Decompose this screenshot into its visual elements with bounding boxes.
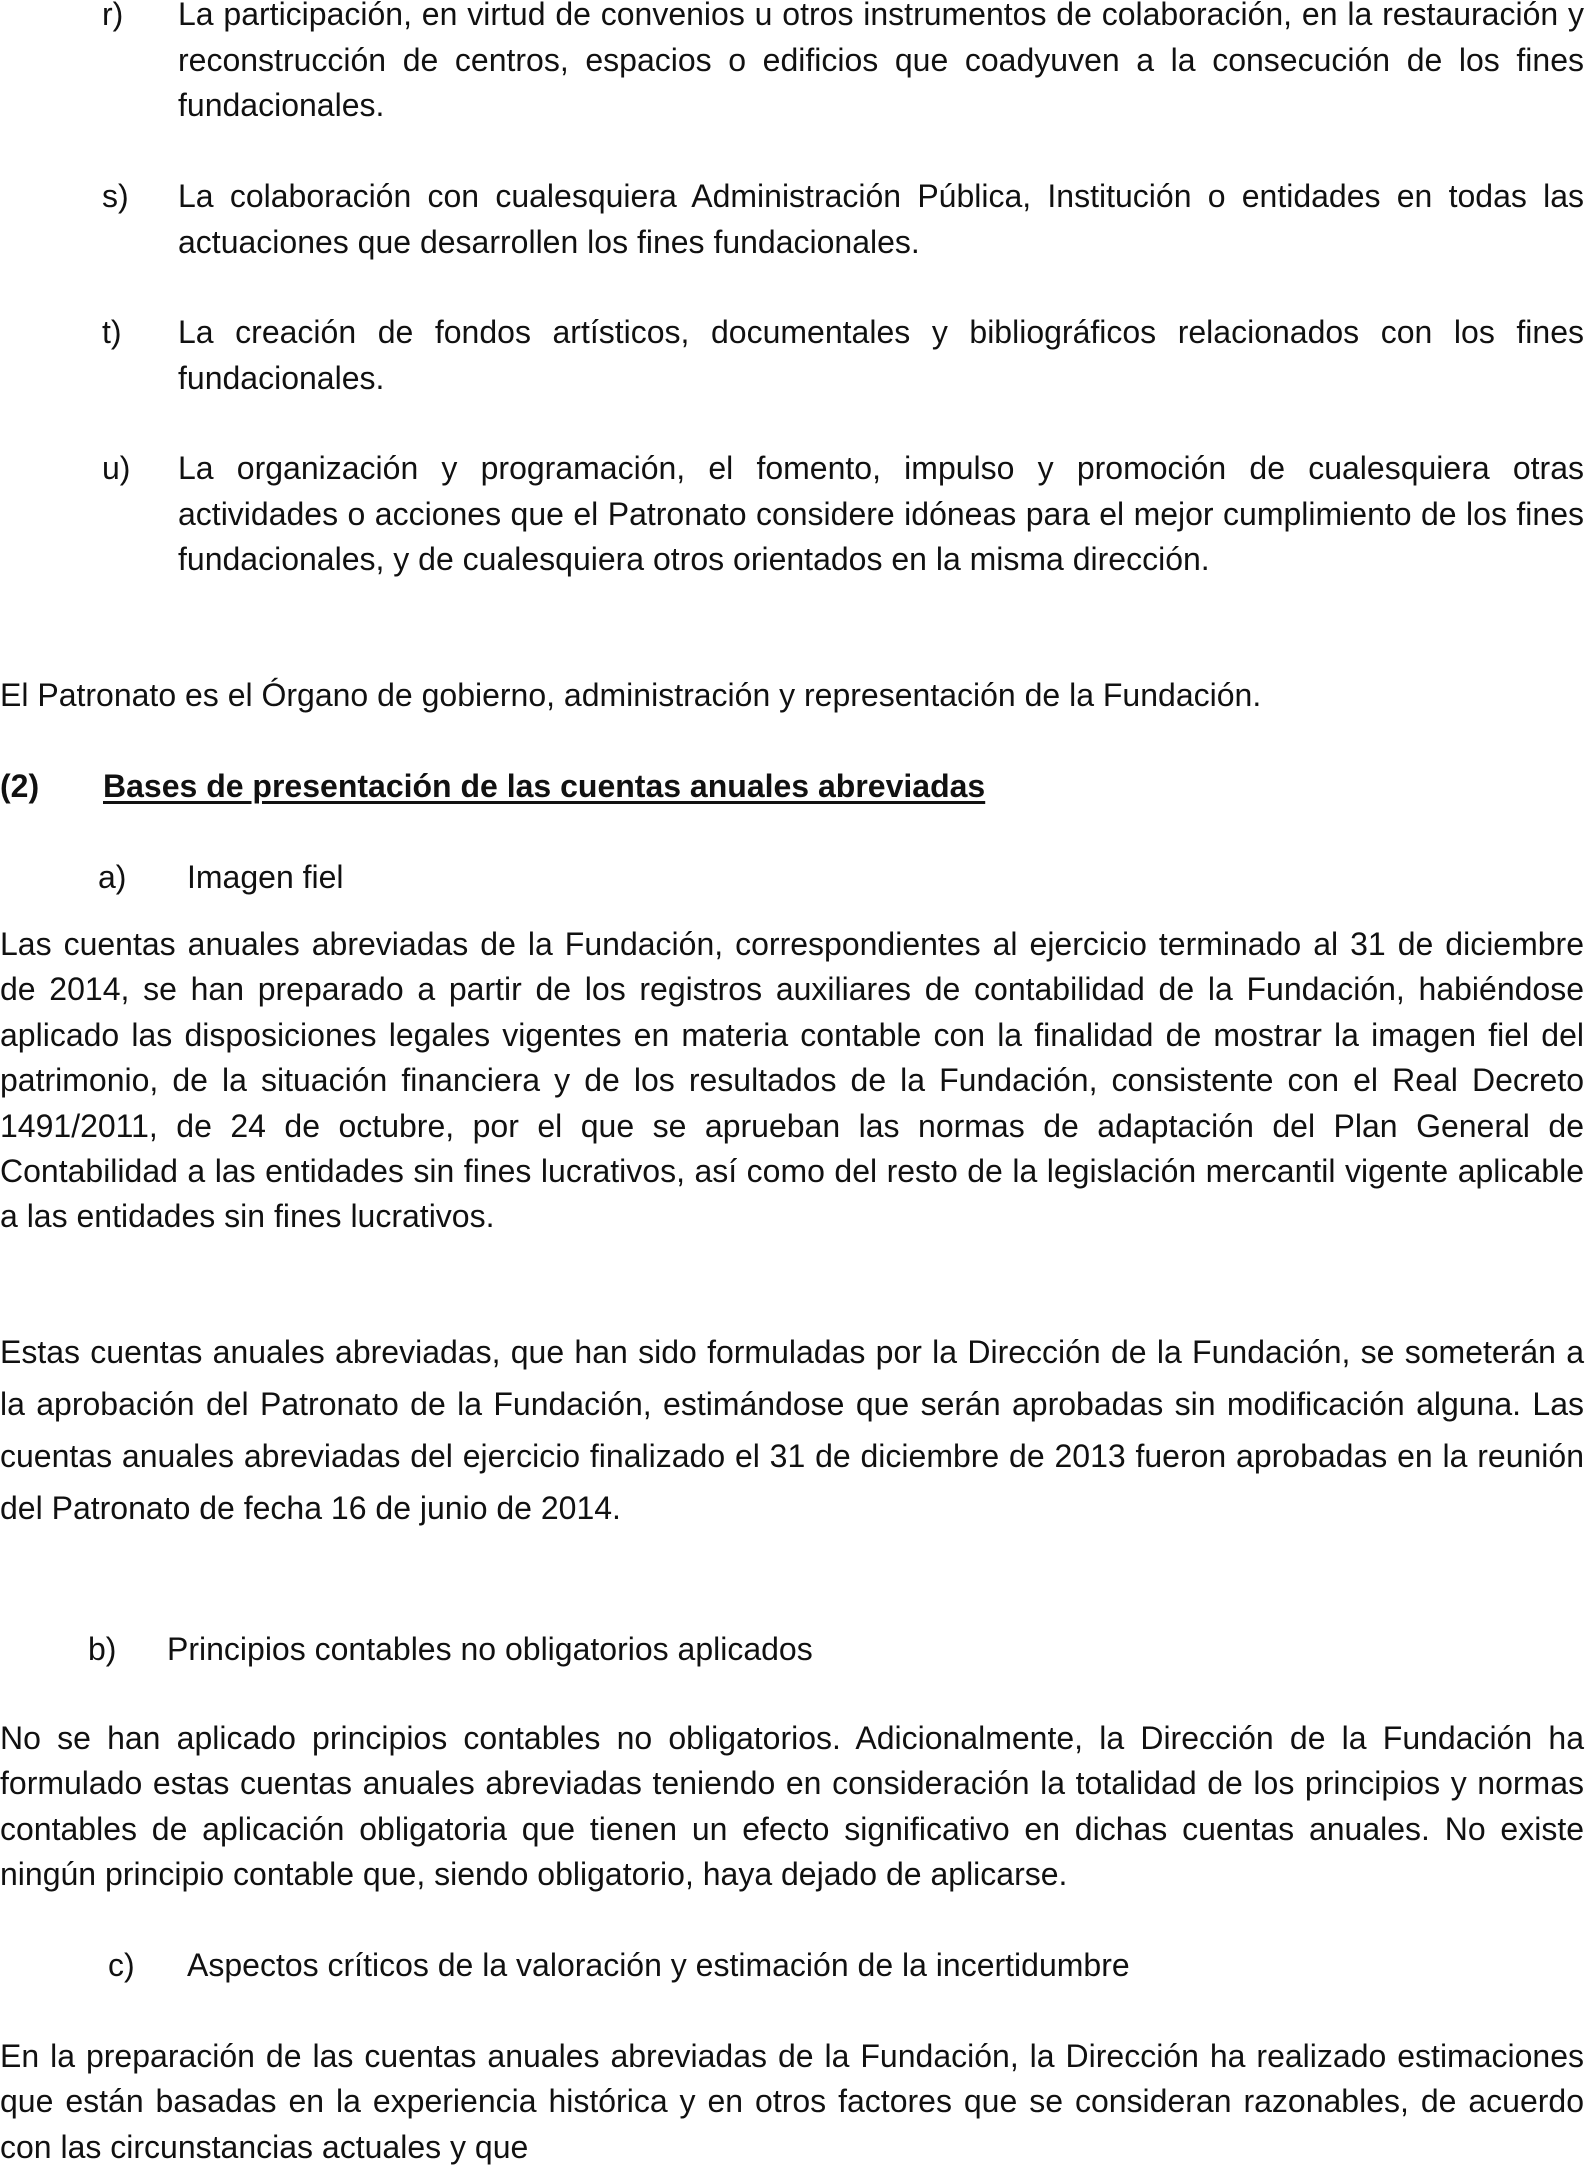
list-item-text: La participación, en virtud de convenios u otros instrumentos de colaboración, en la restauración y reconstrucción de centros, espacios o edificios que coadyuven a la consecución de los fines fundacionales. xyxy=(178,0,1584,123)
subsection-marker: a) xyxy=(98,859,127,895)
list-item-t xyxy=(0,310,1585,401)
list-item-r xyxy=(0,0,1585,128)
subsection-marker: b) xyxy=(88,1631,117,1667)
list-marker: r) xyxy=(102,0,124,32)
list-item-text: La creación de fondos artísticos, documentales y bibliográficos relacionados con los fines fundacionales. xyxy=(178,314,1584,396)
list-marker: u) xyxy=(102,450,131,486)
list-item-u xyxy=(0,446,1585,628)
list-item-text: La organización y programación, el fomento, impulso y promoción de cualesquiera otras actividades o acciones que el Patronato considere idóneas para el mejor cumplimiento de los fines fundacionales, y de cualesquiera otros orientados en la misma dirección. xyxy=(178,450,1584,577)
list-marker: t) xyxy=(102,314,122,350)
subsection-title: Imagen fiel xyxy=(187,859,344,895)
section-number: (2) xyxy=(0,768,40,804)
list-marker: s) xyxy=(102,178,129,214)
patronato-paragraph: El Patronato es el Órgano de gobierno, administración y representación de la Fundación. xyxy=(0,677,1262,713)
aspectos-criticos-paragraph: En la preparación de las cuentas anuales abreviadas de la Fundación, la Dirección ha realizado estimaciones que están basadas en la experiencia histórica y en otros factores que se consideran razonables, de acuerdo con las circunstancias actuales y que xyxy=(0,2038,1584,2165)
subsection-marker: c) xyxy=(108,1947,135,1983)
imagen-fiel-paragraph-2: Estas cuentas anuales abreviadas, que han sido formuladas por la Dirección de la Fundación, se someterán a la aprobación del Patronato de la Fundación, estimándose que serán aprobadas sin modificación alguna. Las cuentas anuales abreviadas del ejercicio finalizado el 31 de diciembre de 2013 fueron aprobadas en la reunión del Patronato de fecha 16 de junio de 2014. xyxy=(0,1334,1584,1526)
subsection-title: Aspectos críticos de la valoración y estimación de la incertidumbre xyxy=(187,1947,1130,1983)
section-title: Bases de presentación de las cuentas anuales abreviadas xyxy=(103,768,986,804)
subsection-title: Principios contables no obligatorios aplicados xyxy=(167,1631,813,1667)
list-item-text: La colaboración con cualesquiera Administración Pública, Institución o entidades en todas las actuaciones que desarrollen los fines fundacionales. xyxy=(178,178,1584,260)
list-item-s xyxy=(0,174,1585,265)
imagen-fiel-paragraph-1: Las cuentas anuales abreviadas de la Fundación, correspondientes al ejercicio terminado al 31 de diciembre de 2014, se han preparado a partir de los registros auxiliares de contabilidad de la Fundación, habiéndose aplicado las disposiciones legales vigentes en materia contable con la finalidad de mostrar la imagen fiel del patrimonio, de la situación financiera y de los resultados de la Fundación, consistente con el Real Decreto 1491/2011, de 24 de octubre, por el que se aprueban las normas de adaptación del Plan General de Contabilidad a las entidades sin fines lucrativos, así como del resto de la legislación mercantil vigente aplicable a las entidades sin fines lucrativos. xyxy=(0,926,1584,1235)
principios-paragraph: No se han aplicado principios contables no obligatorios. Adicionalmente, la Dirección de la Fundación ha formulado estas cuentas anuales abreviadas teniendo en consideración la totalidad de los principios y normas contables de aplicación obligatoria que tienen un efecto significativo en dichas cuentas anuales. No existe ningún principio contable que, siendo obligatorio, haya dejado de aplicarse. xyxy=(0,1720,1584,1893)
